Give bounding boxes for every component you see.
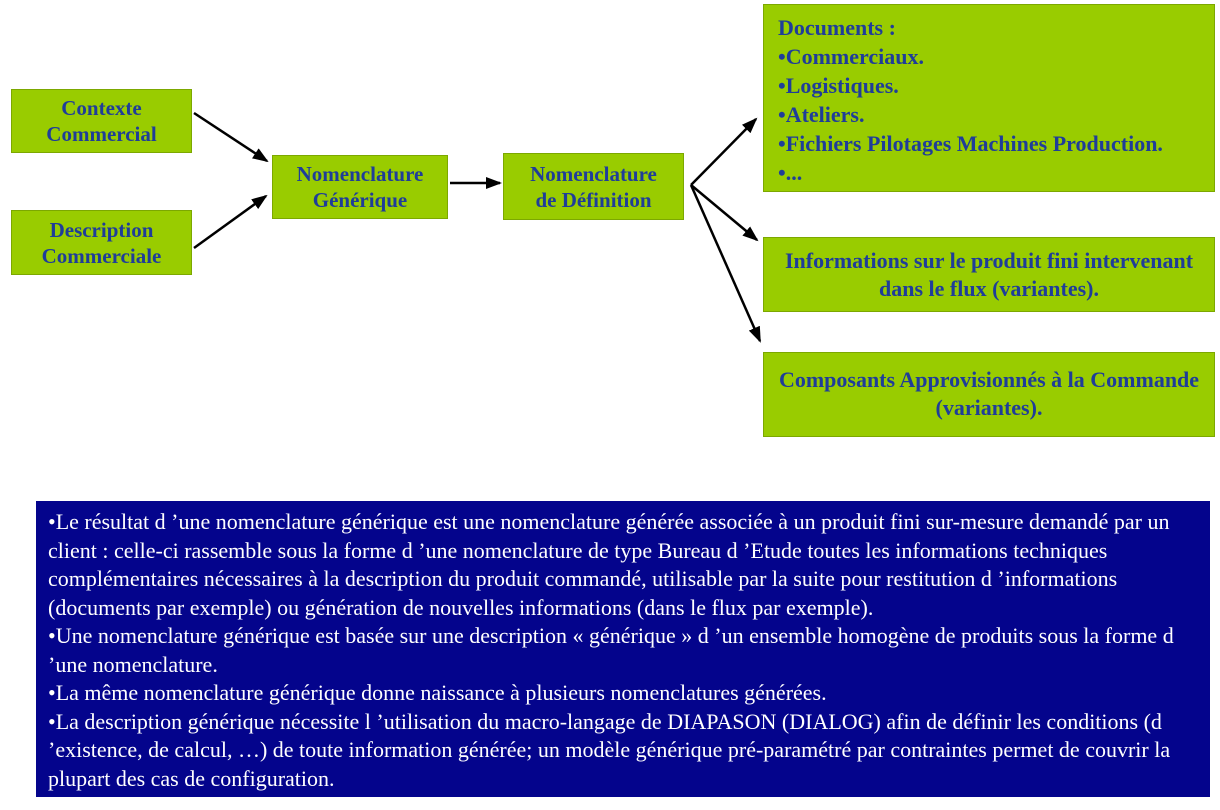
documents-item-ellipsis: •...: [778, 160, 803, 185]
box-generique-line1: Nomenclature: [296, 162, 424, 186]
documents-item-commerciaux: •Commerciaux.: [778, 44, 924, 69]
arrow-description-to-generique: [194, 196, 266, 248]
box-nomenclature-definition: [503, 153, 684, 220]
informations-label: Informations sur le produit fini intervenant dans le flux (variantes).: [784, 248, 1194, 301]
box-description-line1: Description: [49, 217, 154, 242]
box-documents: [763, 4, 1215, 192]
arrow-definition-to-informations: [691, 185, 757, 240]
note-bullet-basee-sur: •Une nomenclature générique est basée sur une description « générique » d ’un ensemble homogène de produits sous la forme d ’une nomenclature.: [48, 623, 1174, 677]
box-composants-approvisionnes: [763, 352, 1215, 437]
documents-title: Documents :: [778, 15, 896, 40]
documents-item-logistiques: •Logistiques.: [778, 73, 899, 98]
box-contexte-commercial: [11, 89, 192, 153]
documents-item-ateliers: •Ateliers.: [778, 102, 865, 127]
box-nomenclature-generique: [272, 155, 448, 219]
box-informations-produit-fini: [763, 237, 1215, 312]
note-bullet-resultat: •Le résultat d ’une nomenclature générique est une nomenclature générée associée à un produit fini sur-mesure demandé par un client : celle-ci rassemble sous la forme d ’une nomenclature de type Bureau d ’Etude toutes les informations techniques complémentaires nécessaires à la description du produit commandé, utilisable par la suite pour restitution d ’informations (documents par exemple) ou génération de nouvelles informations (dans le flux par exemple).: [48, 509, 1170, 620]
box-definition-line1: Nomenclature: [530, 161, 657, 186]
arrow-contexte-to-generique: [194, 113, 267, 161]
arrow-definition-to-composants: [691, 185, 760, 341]
box-generique-line2: Générique: [312, 188, 408, 212]
notes-panel: [36, 501, 1210, 797]
arrow-definition-to-documents: [691, 119, 756, 185]
box-contexte-line2: Commercial: [46, 122, 157, 146]
box-description-commerciale: [11, 210, 192, 275]
note-bullet-macro-langage: •La description générique nécessite l ’utilisation du macro-langage de DIAPASON (DIALOG) afin de définir les conditions (d ’existence, de calcul, …) de toute information générée; un modèle générique pré-paramétré par contraintes permet de couvrir la plupart des cas de configuration.: [48, 708, 1171, 791]
documents-item-fichiers-pilotages: •Fichiers Pilotages Machines Production.: [778, 131, 1163, 156]
note-bullet-meme-nomenclature: •La même nomenclature générique donne naissance à plusieurs nomenclatures générées.: [48, 680, 827, 705]
box-description-line2: Commerciale: [41, 243, 162, 268]
box-definition-line2: de Définition: [535, 187, 652, 212]
box-contexte-line1: Contexte: [61, 96, 142, 120]
composants-label: Composants Approvisionnés à la Commande (variantes).: [778, 367, 1200, 420]
